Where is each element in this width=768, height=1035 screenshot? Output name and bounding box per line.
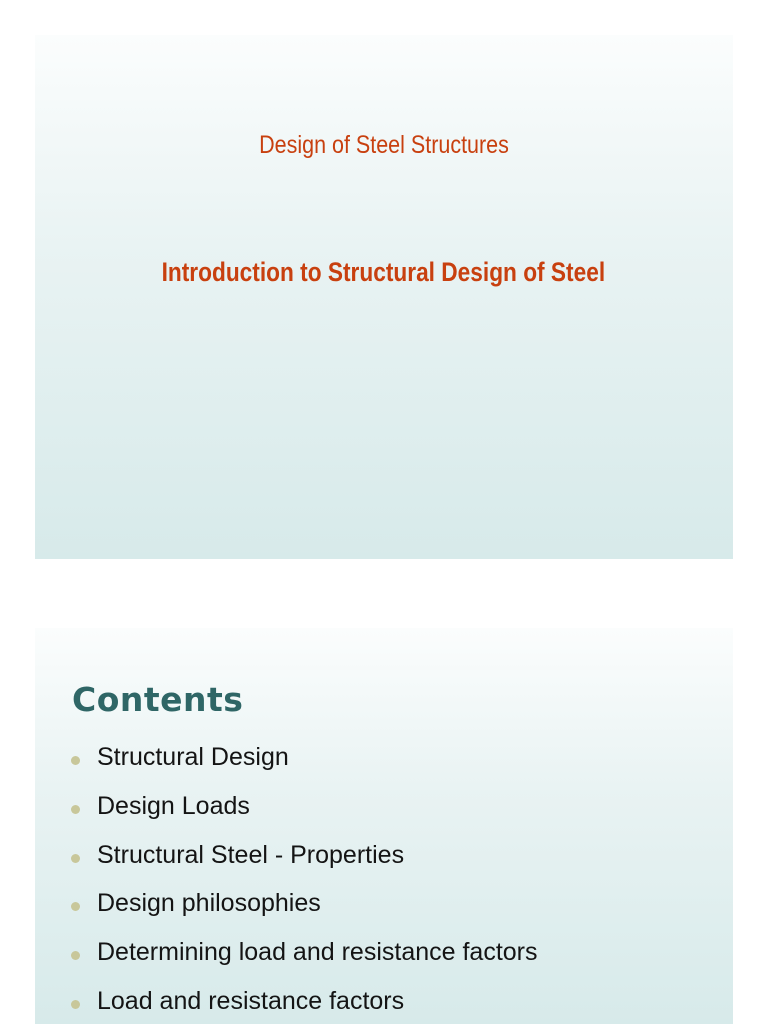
list-item-label: Structural Steel - Properties (97, 840, 405, 869)
bullet-dot-icon (71, 805, 80, 814)
list-item-label: Load and resistance factors (97, 986, 405, 1015)
course-subtitle: Design of Steel Structures (259, 131, 509, 159)
bullet-dot-icon (71, 756, 80, 765)
slide-title: Introduction to Structural Design of Steel (161, 257, 606, 287)
list-item (71, 840, 538, 889)
bullet-dot-icon (71, 951, 80, 960)
contents-slide (35, 628, 733, 1024)
list-item (71, 888, 538, 937)
list-item (71, 742, 538, 791)
bullet-dot-icon (71, 854, 80, 863)
list-item (71, 986, 538, 1035)
contents-list (71, 742, 538, 1035)
list-item-label: Design Loads (97, 791, 250, 820)
list-item-label: Determining load and resistance factors (97, 938, 538, 967)
list-item-label: Design philosophies (97, 889, 321, 918)
list-item-label: Structural Design (97, 743, 289, 771)
bullet-dot-icon (71, 902, 80, 911)
contents-heading: Contents (72, 680, 244, 719)
title-slide (35, 35, 733, 559)
list-item (71, 791, 538, 840)
list-item (71, 937, 538, 986)
bullet-dot-icon (71, 1000, 80, 1009)
